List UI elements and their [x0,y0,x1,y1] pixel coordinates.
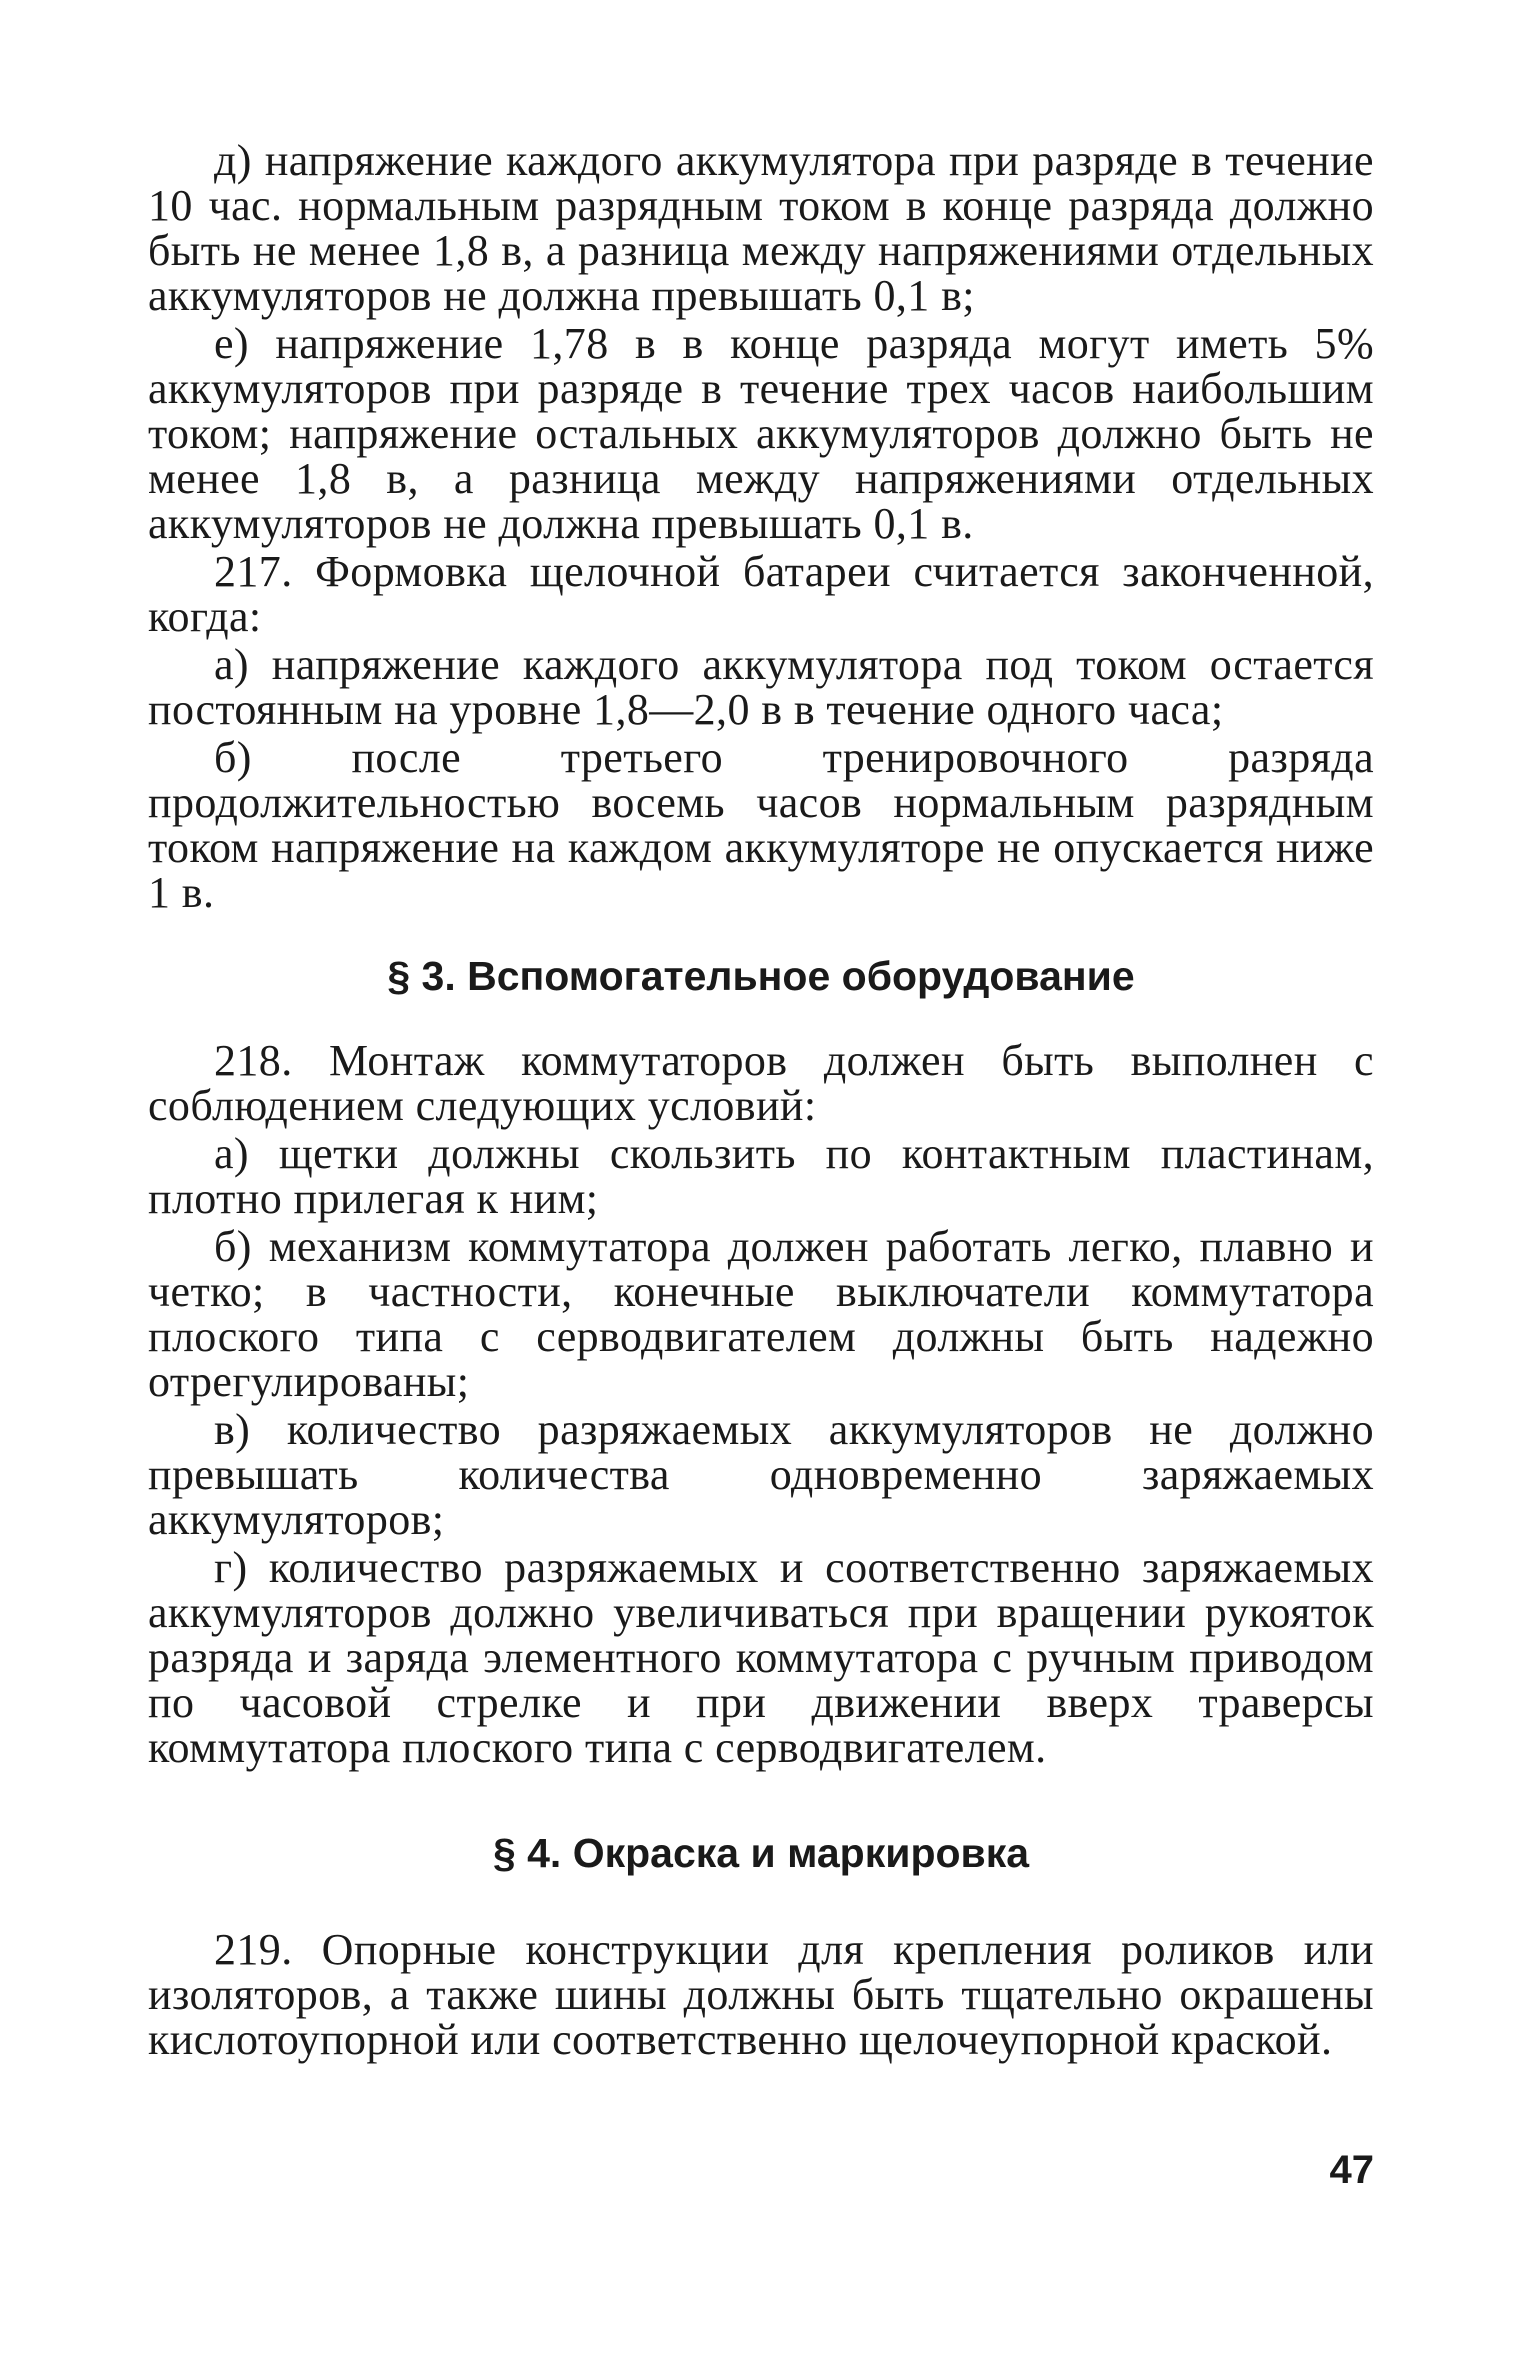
section-3-heading: § 3. Вспомогательное оборудование [387,953,1135,999]
paragraph-218-b: б) механизм коммутатора должен работать легко, плавно и четко; в частности, конечные выключатели коммутатора плоского типа с серводвигателем должны быть надежно отрегулированы; [148,1222,1374,1406]
page-number: 47 [1329,2148,1374,2192]
document-page [148,138,1374,2065]
paragraph-217: 217. Формовка щелочной батареи считается законченной, когда: [148,547,1374,641]
paragraph-217-a: а) напряжение каждого аккумулятора под током остается постоянным на уровне 1,8—2,0 в в течение одного часа; [148,640,1374,734]
paragraph-218-a: а) щетки должны скользить по контактным пластинам, плотно прилегая к ним; [148,1129,1374,1223]
paragraph-217-b: б) после третьего тренировочного разряда продолжительностью восемь часов нормальным разрядным током напряжение на каждом аккумуляторе не опускается ниже 1 в. [148,733,1374,917]
section-4-heading: § 4. Окраска и маркировка [492,1830,1030,1876]
paragraph-219: 219. Опорные конструкции для крепления роликов или изоляторов, а также шины должны быть тщательно окрашены кислотоупорной или соответственно щелочеупорной краской. [148,1925,1374,2064]
paragraph-e: е) напряжение 1,78 в в конце разряда могут иметь 5% аккумуляторов при разряде в течение трех часов наибольшим током; напряжение остальных аккумуляторов должно быть не менее 1,8 в, а разница между напряжениями отдельных аккумуляторов не должна превышать 0,1 в. [148,319,1374,548]
paragraph-218-v: в) количество разряжаемых аккумуляторов не должно превышать количества одновременно заряжаемых аккумуляторов; [148,1405,1374,1544]
paragraph-d: д) напряжение каждого аккумулятора при разряде в течение 10 час. нормальным разрядным током в конце разряда должно быть не менее 1,8 в, а разница между напряжениями отдельных аккумуляторов не должна превышать 0,1 в; [148,136,1374,320]
paragraph-218: 218. Монтаж коммутаторов должен быть выполнен с соблюдением следующих условий: [148,1036,1374,1130]
paragraph-218-g: г) количество разряжаемых и соответственно заряжаемых аккумуляторов должно увеличиваться при вращении рукояток разряда и заряда элементного коммутатора с ручным приводом по часовой стрелке и при движении вверх траверсы коммутатора плоского типа с серводвигателем. [148,1543,1374,1772]
